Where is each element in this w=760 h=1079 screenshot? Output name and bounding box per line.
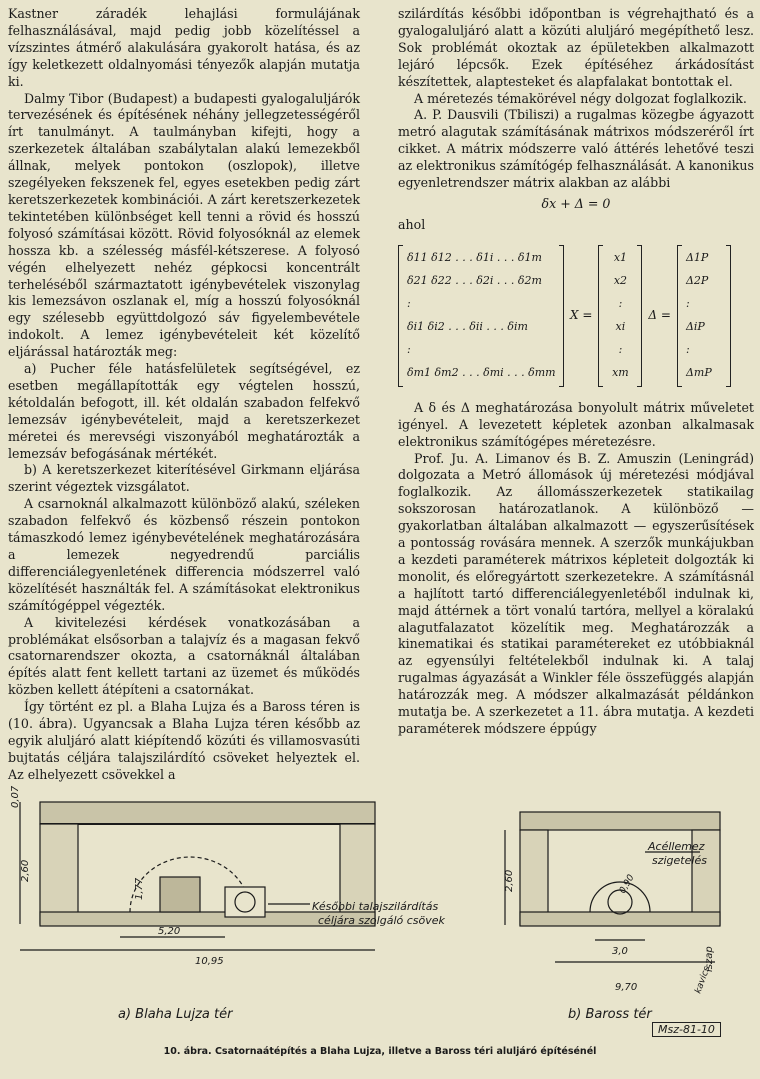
wall-left-b — [520, 830, 548, 925]
equation: δx + Δ = 0 — [541, 195, 611, 211]
channel-a — [160, 877, 200, 912]
figure-note: Acéllemez — [648, 840, 705, 853]
vector-entry: : — [618, 296, 623, 310]
dim-label: 0,90 — [617, 873, 637, 896]
delta-matrix — [398, 246, 564, 386]
subfigure-caption-b: b) Baross tér — [568, 1007, 652, 1022]
slab-top-a — [40, 802, 375, 824]
dim-label: 2,60 — [504, 869, 515, 892]
vector-entry: : — [685, 296, 690, 310]
figure-note: iszap — [704, 946, 715, 972]
vector-entry: ΔmP — [685, 365, 712, 379]
dim-label: 5,20 — [158, 926, 181, 937]
pipe-b — [608, 890, 632, 914]
matrix-equation — [398, 242, 754, 390]
dim-label: 0,07 — [10, 785, 21, 808]
delta-vector — [677, 246, 731, 386]
x-vector — [598, 246, 642, 386]
vector-entry: x2 — [613, 273, 628, 287]
matrix-row: δm1 δm2 . . . δmi . . . δmm — [407, 365, 556, 379]
vector-entry: xm — [612, 365, 629, 379]
figure-drawings — [0, 782, 760, 1042]
paragraph: szilárdítás későbbi időpontban is végrehajtható és a gyalogaluljáró alatt a közúti aluljáró megépíthető lesz. Sok problémát okoztak az épületekben alkalmazott lejáró lépcsők. Ezek építéséhez árkádosítást készítettek, alaptesteket és alapfalakat bontottak el. — [398, 6, 754, 89]
paragraph: A kivitelezési kérdések vonatkozásában a problémákat elsősorban a talajvíz és a magasan fekvő csatornarendszer okozta, a csatornáknál általában építés alatt fent kellett tartani az üzemet és működés közben kellett átépíteni a csatornákat. — [8, 614, 360, 698]
matrix-row: δ21 δ22 . . . δ2i . . . δ2m — [407, 273, 542, 287]
vector-entry: xi — [615, 319, 626, 333]
figure-note: szigetelés — [652, 854, 707, 867]
paragraph: Így történt ez pl. a Blaha Lujza és a Baross téren is (10. ábra). Ugyancsak a Blaha Lujza téren később az egyik aluljáró alatt kiépítendő közúti és villamosvasúti bujtatás céljára talajszilárdító csöveket helyeztek el. Az elhelyezett csövekkel a — [8, 699, 360, 782]
left-column — [8, 6, 360, 784]
vector-entry: x1 — [613, 250, 628, 264]
paragraph: A. P. Dausvili (Tbiliszi) a rugalmas közegbe ágyazott metró alagutak számításának mátrixos módszeréről írt cikket. A mátrix módszerre való áttérés lehetővé teszi az elektronikus számítógép felhasználását. A kanonikus egyenletrendszer mátrix alakban az alábbi — [398, 107, 754, 191]
paragraph: Dalmy Tibor (Budapest) a budapesti gyalogaluljárók tervezésének és építésének néhány jellegzetességéről írt tanulmányt. A taulmányban kifejti, hogy a szerkezetek általában szabálytalan alakú lemezekből állnak, melyek pontokon (oszlopok), illetve szegélyeken fekszenek fel, egyes esetekben pedig zárt keretszerkezetek kombinációi. A zárt keretszerkezetek tekintetében különbséget kell tenni a rövid és hosszú folyosó számításai között. Rövid folyosóknál az elemek hossza kb. a szélesség másfél-kétszerese. A folyosó végén elhelyezett nehéz gépkocsi koncentrált terheléséből származtatott igénybevételek viszonylag kis lemezsávon oszlanak el, míg a hosszú folyosóknál egy szélesebb együttdolgozó sáv figyelembevétele indokolt. A lemez igénybevételeit két közelítő eljárással határozták meg: — [8, 90, 360, 360]
delta-label: Δ = — [648, 308, 671, 323]
slab-top-b — [520, 812, 720, 830]
paragraph: a) Pucher féle hatásfelületek segítségével, ez esetben megállapították egy végtelen hosszú, kétoldalán befogott, ill. két oldalán szabadon felfekvő lemezsáv igénybevételeit, majd a keretszerkezet méretei és merevségi viszonyából meghatározták a lemezsáv befogásának mértékét. — [8, 361, 360, 461]
figure-note: kavics — [693, 965, 713, 996]
figure-stamp: Msz-81-10 — [652, 1022, 721, 1037]
figure-note: Későbbi talajszilárdítás — [312, 900, 439, 913]
dim-label: 3,0 — [612, 946, 628, 957]
paragraph: A méretezés témakörével négy dolgozat foglalkozik. — [414, 90, 747, 106]
paragraph: Prof. Ju. A. Limanov és B. Z. Amuszin (Leningrád) dolgozata a Metró állomások új méretezési módjával foglalkozik. Az állomásszerkezetek statikailag sokszorosan határozatlanok. A különböző — gyakorlatban általában alkalmazott — egyszerűsítések a pontosság rovására mennek. A szerzők munkájukban a kezdeti paraméterek mátrixos képleteit dolgozták ki monolit, és előregyártott szerkezetekre. A számításnál a hajlított tartó differenciálegyenletéből indulnak ki, majd áttérnek a tört vonalú tartóra, mellyel a köralakú alagutfalazatot közelítik meg. Meghatározzák a kinematikai és statikai paramétereket ez utóbbiaknál az egyensúlyi feltételekből indulnak ki. A talaj rugalmas ágyazását a Winkler féle összefüggés alapján határozzák meg. A módszer alkalmazását példánkon mutatja be. A szerkezetet a 11. ábra mutatja. A kezdeti paraméterek módszere éppúgy — [398, 450, 754, 736]
vector-entry: : — [685, 342, 690, 356]
matrix-row: : — [407, 296, 411, 310]
x-label: X = — [570, 308, 593, 323]
paragraph: A δ és Δ meghatározása bonyolult mátrix műveletet igényel. A levezetett képletek azonban alkalmasak elektronikus számítógépes méretezésre. — [398, 399, 754, 449]
dim-label: 1,77 — [134, 877, 145, 900]
matrix-row: δi1 δi2 . . . δii . . . δim — [407, 319, 528, 333]
vector-entry: ΔiP — [685, 319, 705, 333]
figure-note: céljára szolgáló csövek — [318, 914, 445, 927]
matrix-row: δ11 δ12 . . . δ1i . . . δ1m — [407, 250, 542, 264]
vector-entry: : — [618, 342, 623, 356]
subfigure-caption-a: a) Blaha Lujza tér — [118, 1007, 233, 1022]
dim-label: 2,60 — [20, 859, 31, 882]
matrix-row: : — [407, 342, 411, 356]
paragraph: A csarnoknál alkalmazott különböző alakú, széleken szabadon felfekvő és közbenső részein pontokon támaszkodó lemez igénybevételének meghatározására a lemezek negyedrendű parciális differenciálegyenletének differencia módszerrel való közelítését használták fel. A számításokat elektronikus számítógéppel végezték. — [8, 496, 360, 613]
vector-entry: Δ2P — [685, 273, 709, 287]
paragraph: b) A keretszerkezet kiterítésével Girkmann eljárása szerint végeztek vizsgálatot. — [8, 462, 360, 495]
ahol-label: ahol — [398, 216, 426, 232]
right-column — [398, 6, 754, 738]
figure-caption: 10. ábra. Csatornaátépítés a Blaha Lujza, illetve a Baross téri aluljáró építésénél — [163, 1046, 597, 1057]
wall-left-a — [40, 824, 78, 924]
paragraph: Kastner záradék lehajlási formulájának felhasználásával, majd pedig jobb közelítéssel a vízszintes átmérő alakulására gyakorolt hatása, és az így keletkezett oldalnyomási tényezők alapján mutatja ki. — [8, 6, 360, 89]
vector-entry: Δ1P — [685, 250, 709, 264]
dim-label: 9,70 — [615, 982, 638, 993]
dim-label: 10,95 — [195, 956, 224, 967]
